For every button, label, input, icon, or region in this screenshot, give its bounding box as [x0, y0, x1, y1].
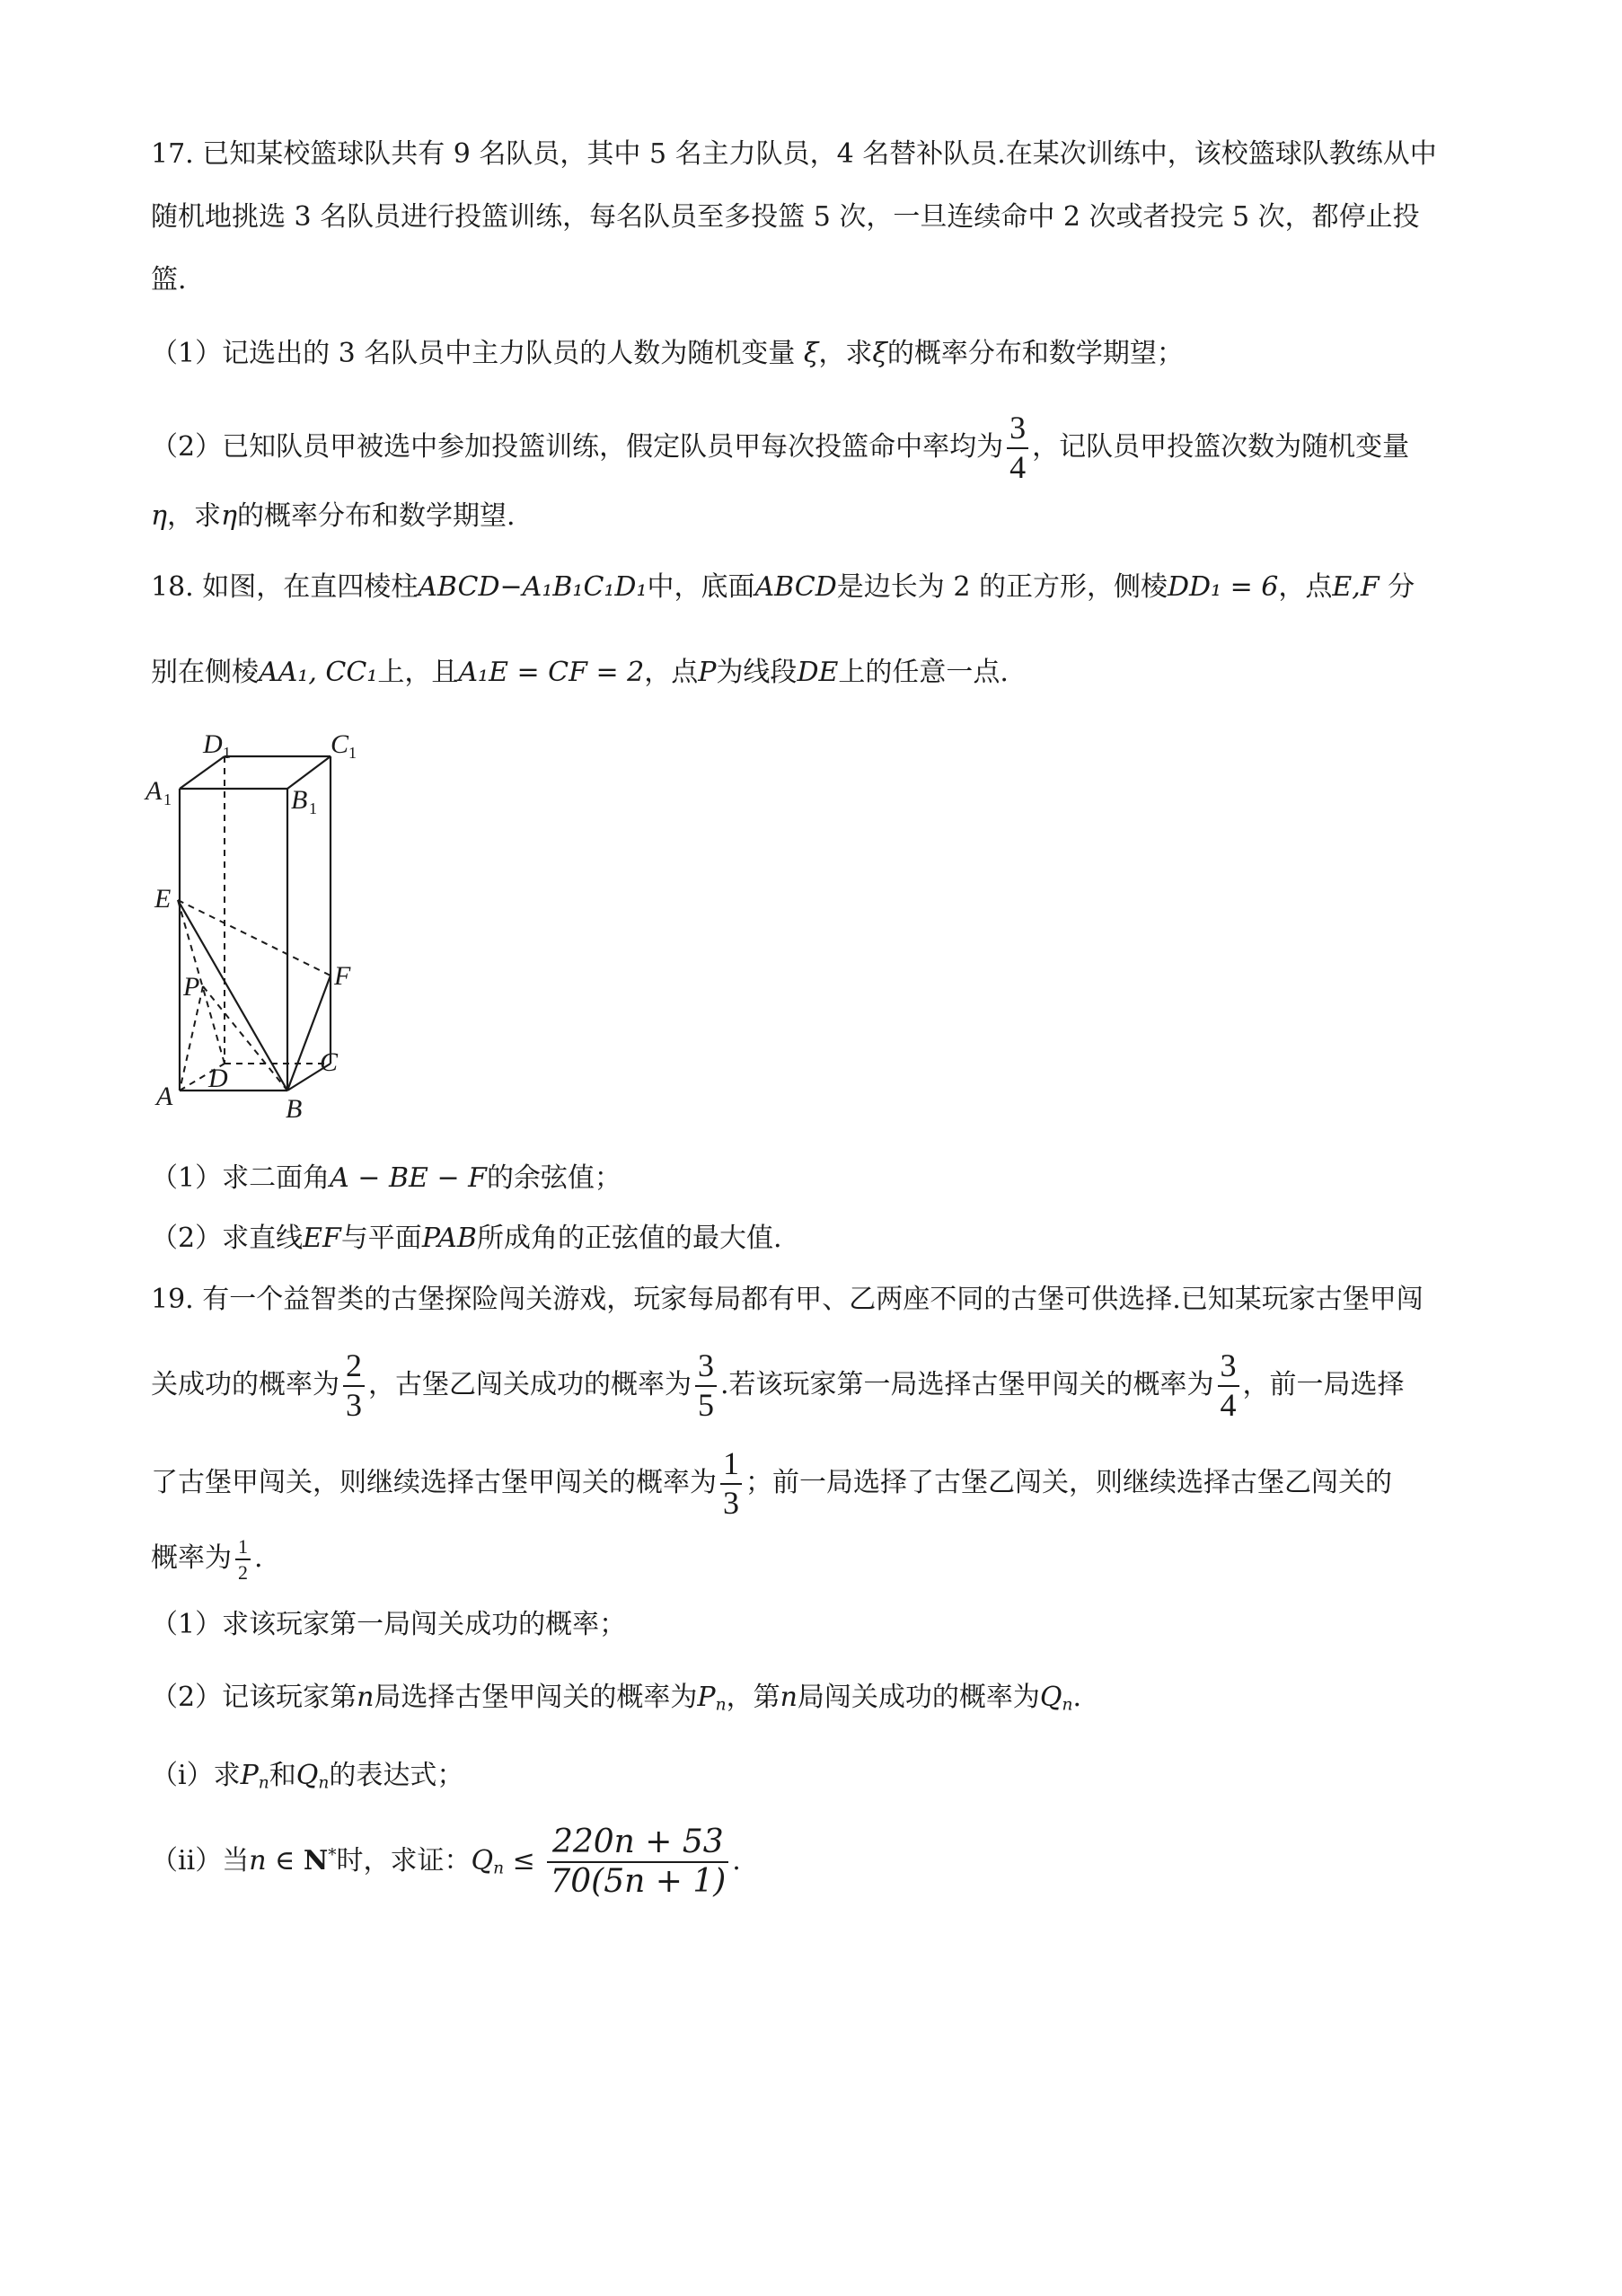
p18-q1 [151, 1159, 1478, 1198]
frac-den: 70(5n + 1) [550, 1863, 727, 1900]
frac-den: 2 [238, 1561, 248, 1584]
p19-qii-var-q: Q [471, 1845, 494, 1877]
p17-q2-text-c: ，求 [166, 500, 221, 532]
p19-qii-end: . [732, 1845, 741, 1877]
p19-qii-fraction [547, 1825, 728, 1899]
p18-prism-name: ABCD−A₁B₁C₁D₁ [418, 571, 648, 603]
p17-q1-text-a: 记选出的 3 名队员中主力队员的人数为随机变量 [222, 338, 796, 369]
p19-qi-var-p: P [240, 1760, 259, 1791]
p19-q2-sub-n: n [715, 1695, 727, 1715]
p17-q2-line-2 [151, 497, 1478, 536]
p18-q2-line-ef: EF [303, 1223, 341, 1254]
p19-qii [151, 1816, 1478, 1906]
p19-q2-var-n-2: n [780, 1682, 798, 1713]
p19-qi-text-a: 求 [213, 1760, 241, 1791]
p19-text-3b: ；前一局选择了古堡乙闯关，则继续选择古堡乙闯关的 [745, 1467, 1392, 1498]
p17-q2-text-b: ，记队员甲投篮次数为随机变量 [1032, 431, 1410, 463]
frac-num: 220n + 53 [547, 1825, 728, 1863]
p18-edges: AA₁, CC₁ [259, 657, 378, 688]
p19-qi-text-b: 和 [269, 1760, 296, 1791]
p19-qi-text-c: 的表达式； [329, 1760, 464, 1791]
p18-text-9: 为线段 [716, 657, 798, 688]
p19-q2 [151, 1678, 1478, 1718]
p19-fraction-1-2 [235, 1536, 251, 1583]
p19-qi-label: （i） [151, 1760, 214, 1791]
p17-line-3 [151, 261, 1478, 300]
p19-text-2b: ，古堡乙闯关成功的概率为 [368, 1369, 692, 1400]
p19-qii-le: ≤ [504, 1845, 544, 1877]
p19-qii-sub-n: n [493, 1859, 505, 1878]
label-b: B [286, 1094, 303, 1124]
p19-text-1: 有一个益智类的古堡探险闯关游戏，玩家每局都有甲、乙两座不同的古堡可供选择.已知某玩家古堡甲闯 [202, 1284, 1424, 1315]
p19-line-3 [151, 1445, 1478, 1521]
frac-den: 5 [698, 1387, 714, 1423]
p18-q1-text-b: 的余弦值； [486, 1162, 621, 1194]
p18-segment-de: DE [797, 657, 839, 688]
p19-q1 [151, 1605, 1478, 1645]
p19-qi-sub-n: n [258, 1773, 269, 1793]
p18-text-1: 如图，在直四棱柱 [202, 571, 419, 603]
p19-qii-text-b: 时，求证： [336, 1845, 472, 1877]
frac-num: 3 [695, 1349, 717, 1387]
p19-qi [151, 1756, 1478, 1796]
p19-text-2d: ，前一局选择 [1242, 1369, 1405, 1400]
frac-num: 3 [1218, 1349, 1239, 1387]
label-d1-sub: 1 [223, 744, 231, 762]
p19-text-4a: 概率为 [151, 1542, 232, 1574]
p18-q1-label: （1） [151, 1162, 223, 1194]
label-a1: A [145, 776, 163, 806]
p19-q2-var-p: P [697, 1682, 716, 1713]
p18-text-10: 上的任意一点. [838, 657, 1009, 688]
p19-q1-label: （1） [151, 1609, 223, 1640]
label-f: F [334, 961, 351, 991]
p18-point-p: P [698, 657, 717, 688]
p19-q1-text: 求该玩家第一局闯关成功的概率； [222, 1609, 627, 1640]
p18-condition: A₁E = CF = 2 [458, 657, 645, 688]
p19-qii-star: * [328, 1845, 337, 1865]
p19-text-2c: .若该玩家第一局选择古堡甲闯关的概率为 [720, 1369, 1214, 1400]
p17-q2-var-eta-2: η [220, 500, 237, 532]
p18-q1-text-a: 求二面角 [222, 1162, 331, 1194]
p19-line-2 [151, 1347, 1478, 1423]
label-b1: B [291, 785, 308, 815]
frac-num: 2 [343, 1349, 365, 1387]
p17-q2-label: （2） [151, 431, 223, 463]
label-e: E [154, 884, 172, 914]
p19-qii-label: （ii） [151, 1845, 223, 1877]
label-a1-sub: 1 [163, 790, 172, 808]
p19-qii-text-a: 当 [222, 1845, 250, 1877]
p18-text-8: ，点 [644, 657, 699, 688]
p19-fraction-1-3 [720, 1447, 742, 1521]
frac-den: 3 [346, 1387, 362, 1423]
p18-text-5: 分 [1388, 571, 1415, 603]
p17-q1 [151, 334, 1478, 374]
p17-fraction-3-4 [1007, 411, 1028, 485]
p17-q1-label: （1） [151, 338, 223, 369]
p17-line-2 [151, 198, 1478, 237]
p18-text-3: 是边长为 2 的正方形，侧棱 [836, 571, 1168, 603]
p17-q1-text-b: ，求 [818, 338, 873, 369]
p18-edge-length: DD₁ = 6 [1167, 571, 1279, 603]
label-d1: D [203, 735, 223, 759]
p17-q1-text-c: 的概率分布和数学期望； [886, 338, 1184, 369]
p19-q2-text-a: 记该玩家第 [222, 1682, 357, 1713]
p18-q2-text-b: 与平面 [340, 1223, 422, 1254]
p17-stem-3: 篮. [151, 264, 187, 296]
p19-fraction-3-4 [1218, 1349, 1239, 1423]
p17-q2-var-eta: η [151, 500, 167, 532]
p18-text-4: ，点 [1278, 571, 1333, 603]
p18-text-7: 上，且 [377, 657, 459, 688]
p19-fraction-2-3 [343, 1349, 365, 1423]
frac-num: 1 [720, 1447, 742, 1485]
p18-q2-text-a: 求直线 [222, 1223, 304, 1254]
p18-q2-plane-pab: PAB [421, 1223, 477, 1254]
p17-q1-var-xi: ξ [803, 338, 819, 369]
p19-qii-condition: n ∈ [249, 1845, 304, 1877]
label-c1-sub: 1 [348, 744, 357, 762]
frac-den: 3 [723, 1485, 739, 1521]
p19-q2-sub-n-2: n [1062, 1695, 1073, 1715]
p18-q2 [151, 1219, 1478, 1258]
prism-figure [144, 735, 377, 1130]
p17-number: 17. [151, 138, 194, 170]
label-c: C [320, 1047, 339, 1077]
label-c1: C [331, 735, 349, 759]
p19-q2-label: （2） [151, 1682, 223, 1713]
frac-den: 4 [1009, 449, 1027, 485]
p17-stem-1: 已知某校篮球队共有 9 名队员，其中 5 名主力队员，4 名替补队员.在某次训练中，该校篮球队教练从中 [202, 138, 1437, 170]
p17-q2-text-d: 的概率分布和数学期望. [236, 500, 516, 532]
p18-base-name: ABCD [754, 571, 837, 603]
p19-q2-var-q: Q [1039, 1682, 1062, 1713]
frac-den: 4 [1220, 1387, 1237, 1423]
figure-labels [144, 735, 357, 1124]
p19-q2-text-b: 局选择古堡甲闯关的概率为 [374, 1682, 698, 1713]
p17-line-1 [151, 135, 1478, 174]
p17-q2-text-a: 已知队员甲被选中参加投篮训练，假定队员甲每次投篮命中率均为 [222, 431, 1004, 463]
p19-qi-sub-n-2: n [318, 1773, 330, 1793]
p17-stem-2: 随机地挑选 3 名队员进行投篮训练，每名队员至多投篮 5 次，一旦连续命中 2 次或者投完 5 次，都停止投 [151, 201, 1420, 233]
p19-qii-natural-set: N [303, 1845, 329, 1877]
p19-q2-text-d: 局闯关成功的概率为 [797, 1682, 1040, 1713]
p18-points-ef: E,F [1332, 571, 1380, 603]
frac-num: 3 [1007, 411, 1028, 449]
p19-text-4b: . [254, 1542, 263, 1574]
p18-text-2: 中，底面 [647, 571, 755, 603]
p17-q2-line-1 [151, 410, 1478, 485]
p18-q2-text-c: 所成角的正弦值的最大值. [476, 1223, 782, 1254]
p18-line-1 [151, 568, 1478, 607]
label-a: A [156, 1082, 173, 1111]
p18-q1-dihedral: A − BE − F [330, 1162, 487, 1194]
p19-fraction-3-5 [695, 1349, 717, 1423]
p18-line-2 [151, 653, 1478, 693]
label-p: P [183, 972, 200, 1002]
p18-text-6: 别在侧棱 [151, 657, 259, 688]
p19-q2-var-n: n [357, 1682, 375, 1713]
p17-q1-var-xi-2: ξ [872, 338, 887, 369]
p18-number: 18. [151, 571, 194, 603]
frac-num: 1 [235, 1536, 251, 1560]
p19-q2-text-c: ，第 [726, 1682, 780, 1713]
p19-q2-text-e: . [1072, 1682, 1082, 1713]
p19-qi-var-q: Q [295, 1760, 319, 1791]
p19-number: 19. [151, 1284, 194, 1315]
label-d: D [208, 1064, 228, 1093]
label-b1-sub: 1 [309, 799, 317, 817]
p18-q2-label: （2） [151, 1223, 223, 1254]
p19-text-2a: 关成功的概率为 [151, 1369, 339, 1400]
p19-line-4 [151, 1525, 1478, 1592]
p19-line-1 [151, 1280, 1478, 1320]
p19-text-3a: 了古堡甲闯关，则继续选择古堡甲闯关的概率为 [151, 1467, 717, 1498]
